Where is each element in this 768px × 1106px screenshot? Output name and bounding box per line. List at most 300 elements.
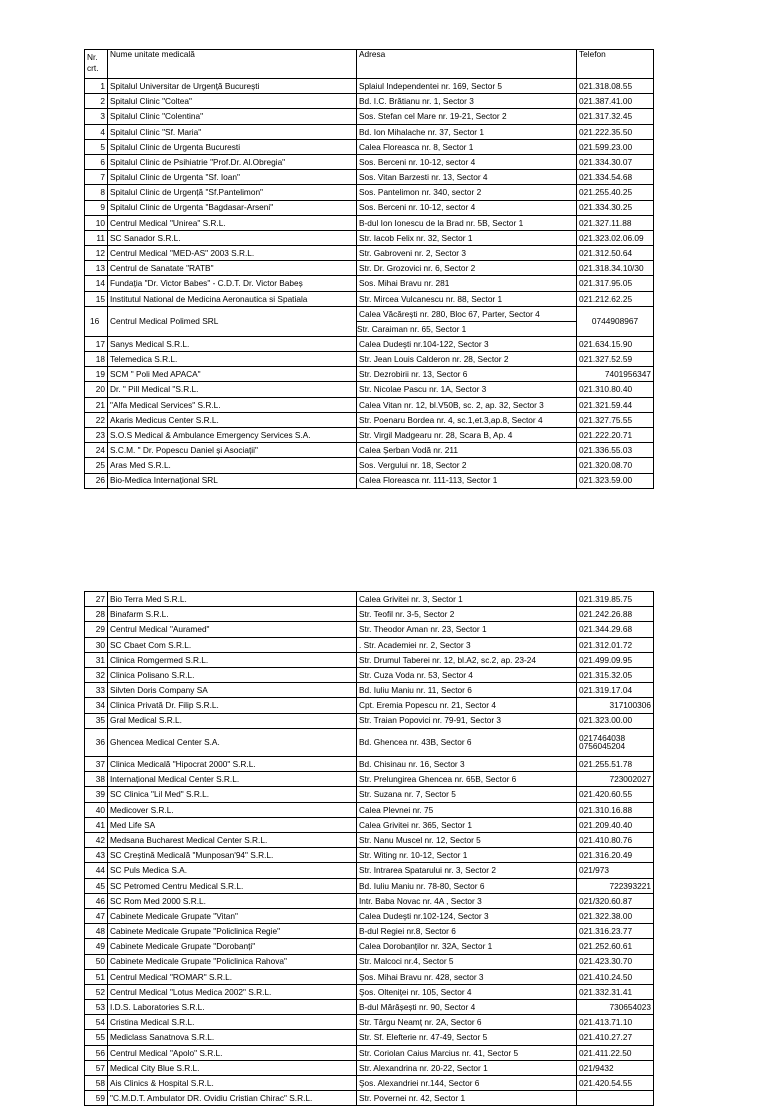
unit-name: Dr. " Pill Medical "S.R.L. [108,382,357,397]
unit-phone: 021.321.59.44 [577,397,654,412]
table-row [85,757,654,772]
unit-address: Str. Iacob Felix nr. 32, Sector 1 [357,230,577,245]
unit-phone: 021.212.62.25 [577,291,654,306]
unit-name: Cabinete Medicale Grupate "Policlinica Rahova" [108,954,357,969]
table-row [85,1000,654,1015]
unit-phone: 722393221 [577,878,654,893]
unit-phone: 021.599.23.00 [577,139,654,154]
header-phone: Telefon [577,50,654,79]
unit-name: Centrul Medical "MED-AS" 2003 S.R.L. [108,246,357,261]
table-row [85,667,654,682]
row-number: 32 [85,667,108,682]
unit-address: Str. Târgu Neamț nr. 2A, Sector 6 [357,1015,577,1030]
row-number: 42 [85,833,108,848]
unit-address: Bd. Ion Mihalache nr. 37, Sector 1 [357,124,577,139]
unit-name: Bio Terra Med S.R.L. [108,592,357,607]
unit-name: SC Rom Med 2000 S.R.L. [108,893,357,908]
table-row [85,954,654,969]
unit-address: Splaiul Independentei nr. 169, Sector 5 [357,79,577,94]
unit-address: Bd. I.C. Brătianu nr. 1, Sector 3 [357,94,577,109]
unit-phone: 021.420.60.55 [577,787,654,802]
row-number: 26 [85,473,108,488]
row-number: 41 [85,817,108,832]
row-number: 4 [85,124,108,139]
unit-name: Centrul Medical Polimed SRL [108,306,357,336]
unit-phone: 021.410.80.76 [577,833,654,848]
unit-phone: 021.318.34.10/30 [577,261,654,276]
table-row [85,382,654,397]
unit-phone: 021.312.50.64 [577,246,654,261]
table-row [85,352,654,367]
unit-address: Sos. Berceni nr. 10-12, sector 4 [357,200,577,215]
unit-address: Şos. Mihai Bravu nr. 428, sector 3 [357,969,577,984]
unit-address: Bd. Chisinau nr. 16, Sector 3 [357,757,577,772]
table-row [85,170,654,185]
row-number: 25 [85,458,108,473]
row-number: 31 [85,652,108,667]
medical-units-table-2 [84,591,654,1106]
unit-address: Sos. Mihai Bravu nr. 281 [357,276,577,291]
unit-name: Cristina Medical S.R.L. [108,1015,357,1030]
table-row [85,397,654,412]
row-number: 50 [85,954,108,969]
row-number: 57 [85,1060,108,1075]
row-number: 36 [85,728,108,756]
table-row [85,878,654,893]
unit-address: Str. Dr. Grozovici nr. 6, Sector 2 [357,261,577,276]
table-row [85,924,654,939]
unit-name: Centrul Medical "Auramed" [108,622,357,637]
table-body-2 [85,592,654,1106]
row-number: 44 [85,863,108,878]
unit-name: Med Life SA [108,817,357,832]
table-row [85,458,654,473]
unit-address: Calea Floreasca nr. 8, Sector 1 [357,139,577,154]
row-number: 27 [85,592,108,607]
row-number: 37 [85,757,108,772]
unit-address: Cpt. Eremia Popescu nr. 21, Sector 4 [357,698,577,713]
table-row [85,367,654,382]
row-number: 2 [85,94,108,109]
unit-phone: 021.315.32.05 [577,667,654,682]
table-row [85,592,654,607]
table-row [85,230,654,245]
phone-line-1: 0217464038 [579,733,626,744]
unit-phone: 730654023 [577,1000,654,1015]
unit-name: Spitalul Clinic de Urgență "Sf.Pantelimon" [108,185,357,200]
unit-phone: 021.255.51.78 [577,757,654,772]
unit-name: Centrul Medical "Apolo" S.R.L. [108,1045,357,1060]
unit-phone: 021.242.26.88 [577,607,654,622]
unit-address: Calea Floreasca nr. 111-113, Sector 1 [357,473,577,488]
unit-phone: 7401956347 [577,367,654,382]
unit-name: Mediclass Sanatnova S.R.L. [108,1030,357,1045]
row-number: 1 [85,79,108,94]
unit-name: "C.M.D.T. Ambulator DR. Ovidiu Cristian Chirac" S.R.L. [108,1091,357,1106]
unit-address: Str. Mircea Vulcanescu nr. 88, Sector 1 [357,291,577,306]
unit-name: SC Clinica "Lil Med" S.R.L. [108,787,357,802]
unit-address: Calea Grivitei nr. 3, Sector 1 [357,592,577,607]
row-number: 23 [85,427,108,442]
header-name: Nume unitate medicală [108,50,357,79]
unit-name: Akaris Medicus Center S.R.L. [108,412,357,427]
unit-name: Clinica Romgermed S.R.L. [108,652,357,667]
table-row [85,1060,654,1075]
table-row [85,698,654,713]
unit-phone: 021.316.20.49 [577,848,654,863]
unit-phone: 021/973 [577,863,654,878]
unit-phone: 021.411.22.50 [577,1045,654,1060]
phone-line-2: 0756045204 [579,741,626,752]
table-row [85,291,654,306]
unit-name: I.D.S. Laboratories S.R.L. [108,1000,357,1015]
unit-name: Medsana Bucharest Medical Center S.R.L. [108,833,357,848]
row-number: 49 [85,939,108,954]
table-body-1 [85,79,654,489]
unit-name: S.C.M. " Dr. Popescu Daniel și Asociații" [108,443,357,458]
unit-name: Institutul National de Medicina Aeronautica si Spatiala [108,291,357,306]
table-row [85,1076,654,1091]
unit-address: Calea Vitan nr. 12, bl.V50B, sc. 2, ap. 32, Sector 3 [357,397,577,412]
unit-phone: 021.634.15.90 [577,336,654,351]
table-row [85,246,654,261]
table-row [85,713,654,728]
address-line-2: Str. Caraiman nr. 65, Sector 1 [357,321,577,336]
table-row [85,154,654,169]
unit-address: Str. Dezrobirii nr. 13, Sector 6 [357,367,577,382]
row-number: 10 [85,215,108,230]
table-row [85,276,654,291]
row-number: 59 [85,1091,108,1106]
table-row [85,652,654,667]
unit-phone: 021.334.54.68 [577,170,654,185]
row-number: 40 [85,802,108,817]
unit-name: Gral Medical S.R.L. [108,713,357,728]
unit-name: SC Puls Medica S.A. [108,863,357,878]
medical-units-table-1 [84,49,654,489]
unit-address: . Str. Academiei nr. 2, Sector 3 [357,637,577,652]
unit-name: Spitalul Clinic de Urgenta "Bagdasar-Arseni" [108,200,357,215]
unit-phone: 021.323.02.06.09 [577,230,654,245]
unit-address: Str. Intrarea Spatarului nr. 3, Sector 2 [357,863,577,878]
unit-name: Centrul Medical "Lotus Medica 2002" S.R.L. [108,984,357,999]
unit-phone: 021.334.30.25 [577,200,654,215]
unit-name: Cabinete Medicale Grupate "Dorobanți" [108,939,357,954]
table-row [85,683,654,698]
table-row [85,607,654,622]
table-row [85,728,654,756]
row-number: 20 [85,382,108,397]
unit-name: "Alfa Medical Services" S.R.L. [108,397,357,412]
unit-name: Spitalul Clinic "Sf. Maria" [108,124,357,139]
unit-address: B-dul Mărășești nr. 90, Sector 4 [357,1000,577,1015]
row-number: 18 [85,352,108,367]
unit-address: Şos. Alexandriei nr.144, Sector 6 [357,1076,577,1091]
unit-phone: 021.344.29.68 [577,622,654,637]
unit-name: SC Petromed Centru Medical S.R.L. [108,878,357,893]
row-number: 33 [85,683,108,698]
unit-address: Str. Jean Louis Calderon nr. 28, Sector 2 [357,352,577,367]
row-number: 5 [85,139,108,154]
unit-name: Internațional Medical Center S.R.L. [108,772,357,787]
row-number: 53 [85,1000,108,1015]
unit-address: Intr. Baba Novac nr. 4A , Sector 3 [357,893,577,908]
unit-name: Clinica Medicală "Hipocrat 2000" S.R.L. [108,757,357,772]
unit-phone: 021.336.55.03 [577,443,654,458]
unit-name: Spitalul Clinic "Colentina" [108,109,357,124]
row-number: 8 [85,185,108,200]
unit-phone: 021/320.60.87 [577,893,654,908]
table-row [85,802,654,817]
unit-phone: 021.413.71.10 [577,1015,654,1030]
unit-address: Str. Gabroveni nr. 2, Sector 3 [357,246,577,261]
unit-address: Sos. Berceni nr. 10-12, sector 4 [357,154,577,169]
row-number: 34 [85,698,108,713]
unit-address: B-dul Ion Ionescu de la Brad nr. 5B, Sector 1 [357,215,577,230]
unit-address: Str. Nanu Muscel nr. 12, Sector 5 [357,833,577,848]
row-number: 11 [85,230,108,245]
unit-address: Str. Witing nr. 10-12, Sector 1 [357,848,577,863]
unit-phone: 021.222.35.50 [577,124,654,139]
unit-name: Spitalul Clinic de Urgenta Bucuresti [108,139,357,154]
table-row [85,261,654,276]
table-row [85,622,654,637]
row-number: 7 [85,170,108,185]
unit-phone: 021/9432 [577,1060,654,1075]
table-row [85,984,654,999]
unit-phone: 021.423.30.70 [577,954,654,969]
unit-phone: 021.327.11.88 [577,215,654,230]
row-number: 55 [85,1030,108,1045]
unit-address: Sos. Stefan cel Mare nr. 19-21, Sector 2 [357,109,577,124]
unit-name: Centrul Medical "Unirea" S.R.L. [108,215,357,230]
unit-phone [577,1091,654,1106]
unit-name: Binafarm S.R.L. [108,607,357,622]
table-row [85,336,654,351]
unit-phone: 021.318.08.55 [577,79,654,94]
unit-phone: 021.319.85.75 [577,592,654,607]
unit-address: Str. Povernei nr. 42, Sector 1 [357,1091,577,1106]
unit-name: Bio-Medica Internațional SRL [108,473,357,488]
table-row [85,939,654,954]
unit-address: Str. Coriolan Caius Marcius nr. 41, Sector 5 [357,1045,577,1060]
header-nr: Nr. crt. [85,50,108,79]
row-number: 39 [85,787,108,802]
table-row [85,215,654,230]
unit-address: Str. Traian Popovici nr. 79-91, Sector 3 [357,713,577,728]
row-number: 19 [85,367,108,382]
unit-address: Str. Sf. Elefterie nr. 47-49, Sector 5 [357,1030,577,1045]
unit-name: Medical City Blue S.R.L. [108,1060,357,1075]
unit-address: Şos. Olteniţei nr. 105, Sector 4 [357,984,577,999]
address-line-1: Calea Văcărești nr. 280, Bloc 67, Parter, Sector 4 [359,308,540,319]
table-row [85,637,654,652]
row-number: 30 [85,637,108,652]
table-row [85,79,654,94]
unit-address: Sos. Vitan Barzesti nr. 13, Sector 4 [357,170,577,185]
unit-phone: 021.320.08.70 [577,458,654,473]
row-number: 29 [85,622,108,637]
unit-phone: 021.420.54.55 [577,1076,654,1091]
unit-phone: 021.327.75.55 [577,412,654,427]
table-row [85,833,654,848]
unit-phone: 317100306 [577,698,654,713]
unit-phone: 021.310.16.88 [577,802,654,817]
unit-address: Bd. Iuliu Maniu nr. 78-80, Sector 6 [357,878,577,893]
unit-phone: 021.209.40.40 [577,817,654,832]
row-number: 52 [85,984,108,999]
unit-address: Str. Teofil nr. 3-5, Sector 2 [357,607,577,622]
table-row [85,817,654,832]
table-row [85,848,654,863]
table-row [85,94,654,109]
table-row [85,863,654,878]
row-number: 58 [85,1076,108,1091]
row-number: 51 [85,969,108,984]
row-number: 6 [85,154,108,169]
unit-phone: 723002027 [577,772,654,787]
table-row [85,772,654,787]
unit-name: Centrul Medical "ROMAR" S.R.L. [108,969,357,984]
unit-phone: 021.410.24.50 [577,969,654,984]
unit-phone: 021.327.52.59 [577,352,654,367]
unit-address: Str. Suzana nr. 7, Sector 5 [357,787,577,802]
unit-address: Str. Drumul Taberei nr. 12, bl.A2, sc.2, ap. 23-24 [357,652,577,667]
table-row [85,908,654,923]
unit-address: B-dul Regiei nr.8, Sector 6 [357,924,577,939]
row-number: 38 [85,772,108,787]
row-number: 14 [85,276,108,291]
table-row [85,473,654,488]
table-row [85,1091,654,1106]
table-row [85,200,654,215]
table-row [85,1045,654,1060]
unit-phone: 021.319.17.04 [577,683,654,698]
unit-phone: 021.499.09.95 [577,652,654,667]
unit-address: Calea Grivitei nr. 365, Sector 1 [357,817,577,832]
unit-address: Str. Nicolae Pascu nr. 1A, Sector 3 [357,382,577,397]
unit-address: Calea Dudeşti nr.104-122, Sector 3 [357,336,577,351]
unit-address: Str. Virgil Madgearu nr. 28, Scara B, Ap. 4 [357,427,577,442]
unit-name: Telemedica S.R.L. [108,352,357,367]
row-number: 17 [85,336,108,351]
unit-address: Sos. Pantelimon nr. 340, sector 2 [357,185,577,200]
unit-name: Sanys Medical S.R.L. [108,336,357,351]
row-number: 28 [85,607,108,622]
unit-name: Spitalul Clinic de Psihiatrie "Prof.Dr. Al.Obregia" [108,154,357,169]
unit-phone: 021.323.59.00 [577,473,654,488]
unit-name: Ais Clinics & Hospital S.R.L. [108,1076,357,1091]
unit-phone: 021.310.80.40 [577,382,654,397]
table-row [85,412,654,427]
unit-address: Str. Malcoci nr.4, Sector 5 [357,954,577,969]
table-row [85,787,654,802]
unit-address: Str. Theodor Aman nr. 23, Sector 1 [357,622,577,637]
unit-phone: 021.316.23.77 [577,924,654,939]
unit-name: Spitalul Universitar de Urgență București [108,79,357,94]
unit-phone [577,728,654,756]
row-number: 24 [85,443,108,458]
row-number: 56 [85,1045,108,1060]
table-row [85,139,654,154]
row-number: 35 [85,713,108,728]
unit-name: Cabinete Medicale Grupate "Vitan" [108,908,357,923]
row-number: 13 [85,261,108,276]
unit-address: Calea Șerban Vodă nr. 211 [357,443,577,458]
unit-phone: 021.317.95.05 [577,276,654,291]
row-number: 16 [85,306,108,336]
row-number: 22 [85,412,108,427]
row-number: 54 [85,1015,108,1030]
unit-name: Clinica Polisano S.R.L. [108,667,357,682]
unit-address: Str. Prelungirea Ghencea nr. 65B, Sector 6 [357,772,577,787]
unit-name: SC Sanador S.R.L. [108,230,357,245]
unit-address: Bd. Iuliu Maniu nr. 11, Sector 6 [357,683,577,698]
unit-name: Silvten Doris Company SA [108,683,357,698]
unit-name: SCM " Poli Med APACA" [108,367,357,382]
unit-phone: 021.332.31.41 [577,984,654,999]
unit-name: Spitalul Clinic "Coltea" [108,94,357,109]
unit-address: Str. Alexandrina nr. 20-22, Sector 1 [357,1060,577,1075]
unit-phone: 0744908967 [577,306,654,336]
unit-phone: 021.252.60.61 [577,939,654,954]
row-number: 43 [85,848,108,863]
unit-phone: 021.322.38.00 [577,908,654,923]
table-row [85,427,654,442]
unit-address: Calea Dudeşti nr.102-124, Sector 3 [357,908,577,923]
table-row [85,1030,654,1045]
unit-phone: 021.334.30.07 [577,154,654,169]
unit-phone: 021.317.32.45 [577,109,654,124]
unit-phone: 021.312.01.72 [577,637,654,652]
unit-address: Calea Dorobanților nr. 32A, Sector 1 [357,939,577,954]
unit-name: Spitalul Clinic de Urgenta "Sf. Ioan" [108,170,357,185]
unit-name: Ghencea Medical Center S.A. [108,728,357,756]
unit-phone: 021.387.41.00 [577,94,654,109]
unit-name: Cabinete Medicale Grupate "Policlinica Regie" [108,924,357,939]
table-row [85,443,654,458]
table-row [85,109,654,124]
row-number: 46 [85,893,108,908]
unit-address [357,306,577,336]
row-number: 3 [85,109,108,124]
unit-name: Clinica Privată Dr. Filip S.R.L. [108,698,357,713]
unit-address: Calea Plevnei nr. 75 [357,802,577,817]
table-header [85,50,654,79]
unit-name: SC Creștină Medicală "Munposan'94" S.R.L. [108,848,357,863]
unit-phone: 021.323.00.00 [577,713,654,728]
table-row [85,124,654,139]
unit-address: Bd. Ghencea nr. 43B, Sector 6 [357,728,577,756]
row-number: 21 [85,397,108,412]
unit-address: Str. Cuza Voda nr. 53, Sector 4 [357,667,577,682]
header-address: Adresa [357,50,577,79]
row-number: 47 [85,908,108,923]
unit-name: Centrul de Sanatate "RATB" [108,261,357,276]
unit-phone: 021.255.40.25 [577,185,654,200]
unit-address: Sos. Vergului nr. 18, Sector 2 [357,458,577,473]
unit-phone: 021.222.20.71 [577,427,654,442]
table-row [85,306,654,336]
row-number: 15 [85,291,108,306]
unit-name: Medicover S.R.L. [108,802,357,817]
row-number: 45 [85,878,108,893]
table-row [85,893,654,908]
unit-phone: 021.410.27.27 [577,1030,654,1045]
row-number: 12 [85,246,108,261]
row-number: 48 [85,924,108,939]
row-number: 9 [85,200,108,215]
